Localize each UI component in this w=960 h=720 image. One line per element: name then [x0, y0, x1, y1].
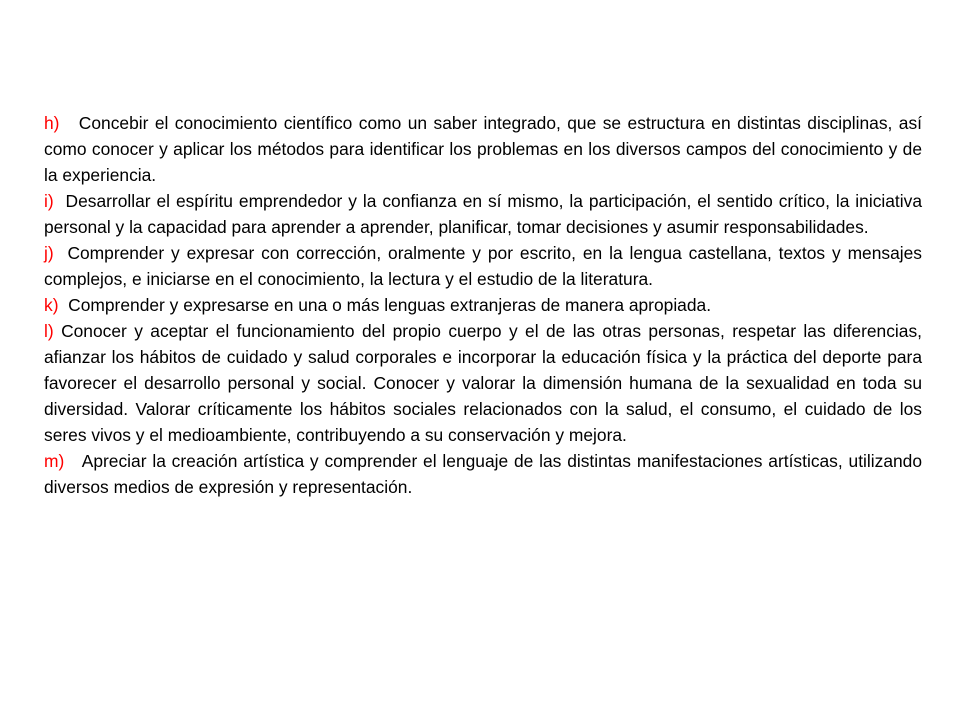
objective-item-k	[44, 292, 922, 318]
item-marker: l)	[44, 321, 54, 341]
objective-item-l	[44, 318, 922, 448]
item-marker: m)	[44, 451, 65, 471]
objective-item-j	[44, 240, 922, 292]
objective-item-h	[44, 110, 922, 188]
item-text: Comprender y expresarse en una o más lenguas extranjeras de manera apropiada.	[68, 295, 712, 315]
item-marker: j)	[44, 243, 54, 263]
item-marker: h)	[44, 113, 60, 133]
objectives-text-block	[44, 110, 922, 500]
item-text: Concebir el conocimiento científico como un saber integrado, que se estructura en distintas disciplinas, así como conocer y aplicar los métodos para identificar los problemas en los diversos campos del conocimiento y de la experiencia.	[44, 113, 922, 185]
item-marker: k)	[44, 295, 59, 315]
item-marker: i)	[44, 191, 54, 211]
item-text: Desarrollar el espíritu emprendedor y la confianza en sí mismo, la participación, el sentido crítico, la iniciativa personal y la capacidad para aprender a aprender, planificar, tomar decisiones y asumir responsabilidades.	[44, 191, 922, 237]
item-text: Conocer y aceptar el funcionamiento del propio cuerpo y el de las otras personas, respetar las diferencias, afianzar los hábitos de cuidado y salud corporales e incorporar la educación física y la práctica del deporte para favorecer el desarrollo personal y social. Conocer y valorar la dimensión humana de la sexualidad en toda su diversidad. Valorar críticamente los hábitos sociales relacionados con la salud, el consumo, el cuidado de los seres vivos y el medioambiente, contribuyendo a su conservación y mejora.	[44, 321, 922, 445]
item-text: Comprender y expresar con corrección, oralmente y por escrito, en la lengua castellana, textos y mensajes complejos, e iniciarse en el conocimiento, la lectura y el estudio de la literatura.	[44, 243, 922, 289]
objective-item-m	[44, 448, 922, 500]
item-text: Apreciar la creación artística y comprender el lenguaje de las distintas manifestaciones artísticas, utilizando diversos medios de expresión y representación.	[44, 451, 923, 497]
objective-item-i	[44, 188, 922, 240]
